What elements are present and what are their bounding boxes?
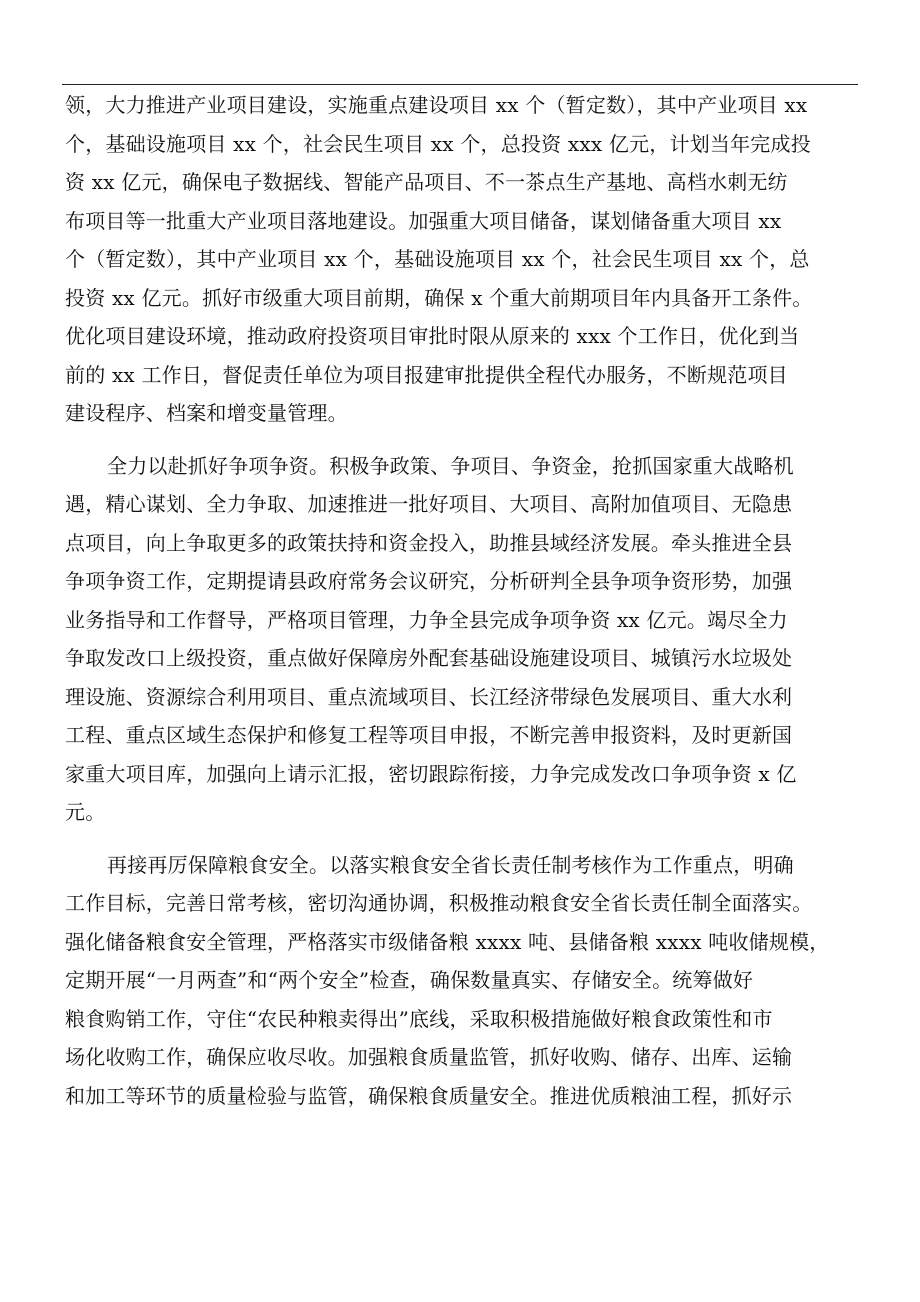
text-line: 个，基础设施项目 xx 个，社会民生项目 xx 个，总投资 xxx 亿元，计划当年完成投 xyxy=(65,131,811,156)
paragraph-food-security xyxy=(65,846,857,1116)
text-line: 工作目标，完善日常考核，密切沟通协调，积极推动粮食安全省长责任制全面落实。 xyxy=(65,891,813,915)
text-line: 全力以赴抓好争项争资。积极争政策、争项目、争资金，抢抓国家重大战略机 xyxy=(107,453,794,478)
header-rule xyxy=(62,84,858,85)
text-line: 再接再厉保障粮食安全。以落实粮食安全省长责任制考核作为工作重点，明确 xyxy=(107,852,794,877)
text-line: 个（暂定数），其中产业项目 xx 个，基础设施项目 xx 个，社会民生项目 xx 个，总 xyxy=(65,247,810,271)
text-line: 工程、重点区域生态保护和修复工程等项目申报，不断完善申报资料，及时更新国 xyxy=(65,723,793,747)
paragraph-funding xyxy=(65,447,857,832)
text-line: 粮食购销工作，守住“农民种粮卖得出”底线，采取积极措施做好粮食政策性和市 xyxy=(65,1006,773,1031)
text-line: 优化项目建设环境，推动政府投资项目审批时限从原来的 xxx 个工作日，优化到当 xyxy=(65,324,800,348)
text-line: 和加工等环节的质量检验与监管，确保粮食质量安全。推进优质粮油工程，抓好示 xyxy=(65,1083,793,1108)
text-line: 争项争资工作，定期提请县政府常务会议研究，分析研判全县争项争资形势，加强 xyxy=(65,569,793,593)
paragraph-gap xyxy=(65,433,857,447)
text-line: 场化收购工作，确保应收尽收。加强粮食质量监管，抓好收购、储存、出库、运输 xyxy=(65,1045,793,1069)
text-line: 业务指导和工作督导，严格项目管理，力争全县完成争项争资 xx 亿元。竭尽全力 xyxy=(65,607,788,632)
text-line: 争取发改口上级投资，重点做好保障房外配套基础设施建设项目、城镇污水垃圾处 xyxy=(65,646,793,670)
text-line: 前的 xx 工作日，督促责任单位为项目报建审批提供全程代办服务，不断规范项目 xyxy=(65,362,788,387)
text-line: 资 xx 亿元，确保电子数据线、智能产品项目、不一茶点生产基地、高档水刺无纺 xyxy=(65,170,788,194)
document-body xyxy=(65,86,857,1115)
text-line: 强化储备粮食安全管理，严格落实市级储备粮 xxxx 吨、县储备粮 xxxx 吨收储规模， xyxy=(65,929,830,954)
paragraph-gap xyxy=(65,832,857,846)
text-line: 投资 xx 亿元。抓好市级重大项目前期，确保 x 个重大前期项目年内具备开工条件。 xyxy=(65,285,813,310)
text-line: 元。 xyxy=(65,800,106,824)
text-line: 布项目等一批重大产业项目落地建设。加强重大项目储备，谋划储备重大项目 xx xyxy=(65,208,782,233)
text-line: 点项目，向上争取更多的政策扶持和资金投入，助推县域经济发展。牵头推进全县 xyxy=(65,530,793,555)
text-line: 遇，精心谋划、全力争取、加速推进一批好项目、大项目、高附加值项目、无隐患 xyxy=(65,492,793,516)
text-line: 家重大项目库，加强向上请示汇报，密切跟踪衔接，力争完成发改口争项争资 x 亿 xyxy=(65,761,797,786)
text-line: 领，大力推进产业项目建设，实施重点建设项目 xx 个（暂定数），其中产业项目 xx xyxy=(65,93,808,117)
text-line: 定期开展“一月两查”和“两个安全”检查，确保数量真实、存储安全。统筹做好 xyxy=(65,968,754,992)
paragraph-project-construction xyxy=(65,86,857,433)
text-line: 建设程序、档案和增变量管理。 xyxy=(65,401,348,425)
text-line: 理设施、资源综合利用项目、重点流域项目、长江经济带绿色发展项目、重大水利 xyxy=(65,684,793,709)
